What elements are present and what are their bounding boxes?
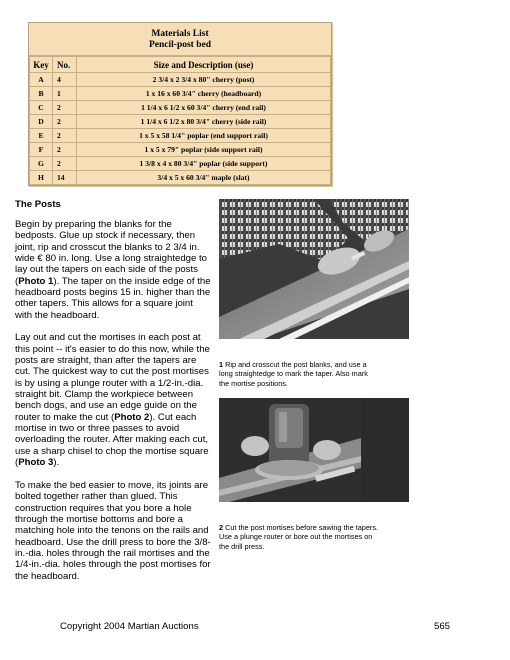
row-key: B <box>30 87 53 101</box>
row-quantity: 2 <box>53 157 77 171</box>
row-description: 1 x 5 x 79" poplar (side support rail) <box>77 143 331 157</box>
row-description: 2 3/4 x 2 3/4 x 80" cherry (post) <box>77 73 331 87</box>
materials-table-body <box>30 73 331 185</box>
row-quantity: 2 <box>53 115 77 129</box>
photo-2-reference: Photo 2 <box>114 411 150 423</box>
materials-row <box>30 73 331 87</box>
header-desc: Size and Description (use) <box>77 57 331 73</box>
materials-title-line1: Materials List <box>151 29 209 39</box>
paragraph-2 <box>15 332 211 468</box>
row-quantity: 2 <box>53 143 77 157</box>
materials-header-row <box>30 57 331 73</box>
page-number: 565 <box>434 621 451 632</box>
row-description: 1 x 16 x 60 3/4" cherry (headboard) <box>77 87 331 101</box>
materials-row <box>30 101 331 115</box>
caption-1-text: Rip and crosscut the post blanks, and use a long straightedge to mark the taper. Also mark the mortise positions. <box>219 360 368 388</box>
caption-2-text: Cut the post mortises before sawing the tapers. Use a plunge router or bore out the mortises on the drill press. <box>219 523 378 551</box>
photo-3-reference: Photo 3 <box>18 457 54 469</box>
materials-list-title <box>29 23 331 56</box>
materials-row <box>30 115 331 129</box>
paragraph-1-text-a: Begin by preparing the blanks for the bedposts. Glue up stock if necessary, then joint, rip and crosscut the blanks to 2 3/4 in. wide € 80 in. long. Use a long straightedge to lay out the tapers on each side of the posts ( <box>15 219 208 287</box>
row-description: 1 x 5 x 58 1/4" poplar (end support rail) <box>77 129 331 143</box>
header-key: Key <box>30 57 53 73</box>
paragraph-1-text-b: ). The taper on the inside edge of the headboard posts begins 15 in. higher than the other tapers. This allows for a square joint with the headboard. <box>15 275 211 321</box>
header-no: No. <box>53 57 77 73</box>
row-key: E <box>30 129 53 143</box>
row-quantity: 14 <box>53 171 77 185</box>
row-key: C <box>30 101 53 115</box>
paragraph-2-text-a: Lay out and cut the mortises in each post at this point -- it's easier to do this now, while the posts are straight, than after the tapers are cut. The quickest way to cut the post mortises is by using a plunge router with a 1/2-in.-dia. straight bit. Clamp the workpiece between bench dogs, and use an edge guide on the router to make the cut ( <box>15 332 210 423</box>
materials-row <box>30 129 331 143</box>
row-description: 1 3/8 x 4 x 80 3/4" poplar (side support) <box>77 157 331 171</box>
materials-table <box>29 56 331 185</box>
row-key: D <box>30 115 53 129</box>
row-key: F <box>30 143 53 157</box>
materials-row <box>30 87 331 101</box>
photo-1-reference: Photo 1 <box>18 275 54 287</box>
row-key: H <box>30 171 53 185</box>
photo-1-straightedge-image <box>219 199 409 339</box>
caption-2-number: 2 <box>219 523 224 532</box>
section-heading: The Posts <box>15 199 61 210</box>
row-quantity: 1 <box>53 87 77 101</box>
row-description: 1 1/4 x 6 1/2 x 80 3/4" cherry (side rail) <box>77 115 331 129</box>
materials-title-line2: Pencil-post bed <box>148 40 211 50</box>
materials-row <box>30 171 331 185</box>
paragraph-2-text-c: ). <box>53 457 60 469</box>
paragraph-3: To make the bed easier to move, its joints are bolted together rather than glued. This construction requires that you bore a hole through the mortise bottoms and bore a matching hole into the tenons on the rails and headboard. Use the drill press to bore the 3/8-in.-dia. holes through the rail mortises and the 1/4-in.-dia. holes through the post mortises for the headboard. <box>15 479 211 582</box>
row-key: G <box>30 157 53 171</box>
row-quantity: 4 <box>53 73 77 87</box>
caption-1-number: 1 <box>219 360 224 369</box>
photo-2-caption <box>219 523 379 551</box>
materials-list-table-container <box>28 22 332 186</box>
photo-2-plunge-router-image <box>219 398 409 502</box>
copyright-footer: Copyright 2004 Martian Auctions <box>60 621 199 632</box>
article-text-column <box>15 219 211 593</box>
materials-row <box>30 157 331 171</box>
photo-1-caption <box>219 360 379 388</box>
row-description: 3/4 x 5 x 60 3/4" maple (slat) <box>77 171 331 185</box>
row-key: A <box>30 73 53 87</box>
paragraph-2-text-b: ). Cut each mortise in two or three passes to avoid overloading the router. After making each cut, use a sharp chisel to chop the mortise square ( <box>15 411 209 469</box>
row-quantity: 2 <box>53 129 77 143</box>
row-quantity: 2 <box>53 101 77 115</box>
row-description: 1 1/4 x 6 1/2 x 60 3/4" cherry (end rail) <box>77 101 331 115</box>
paragraph-1 <box>15 219 211 321</box>
materials-row <box>30 143 331 157</box>
